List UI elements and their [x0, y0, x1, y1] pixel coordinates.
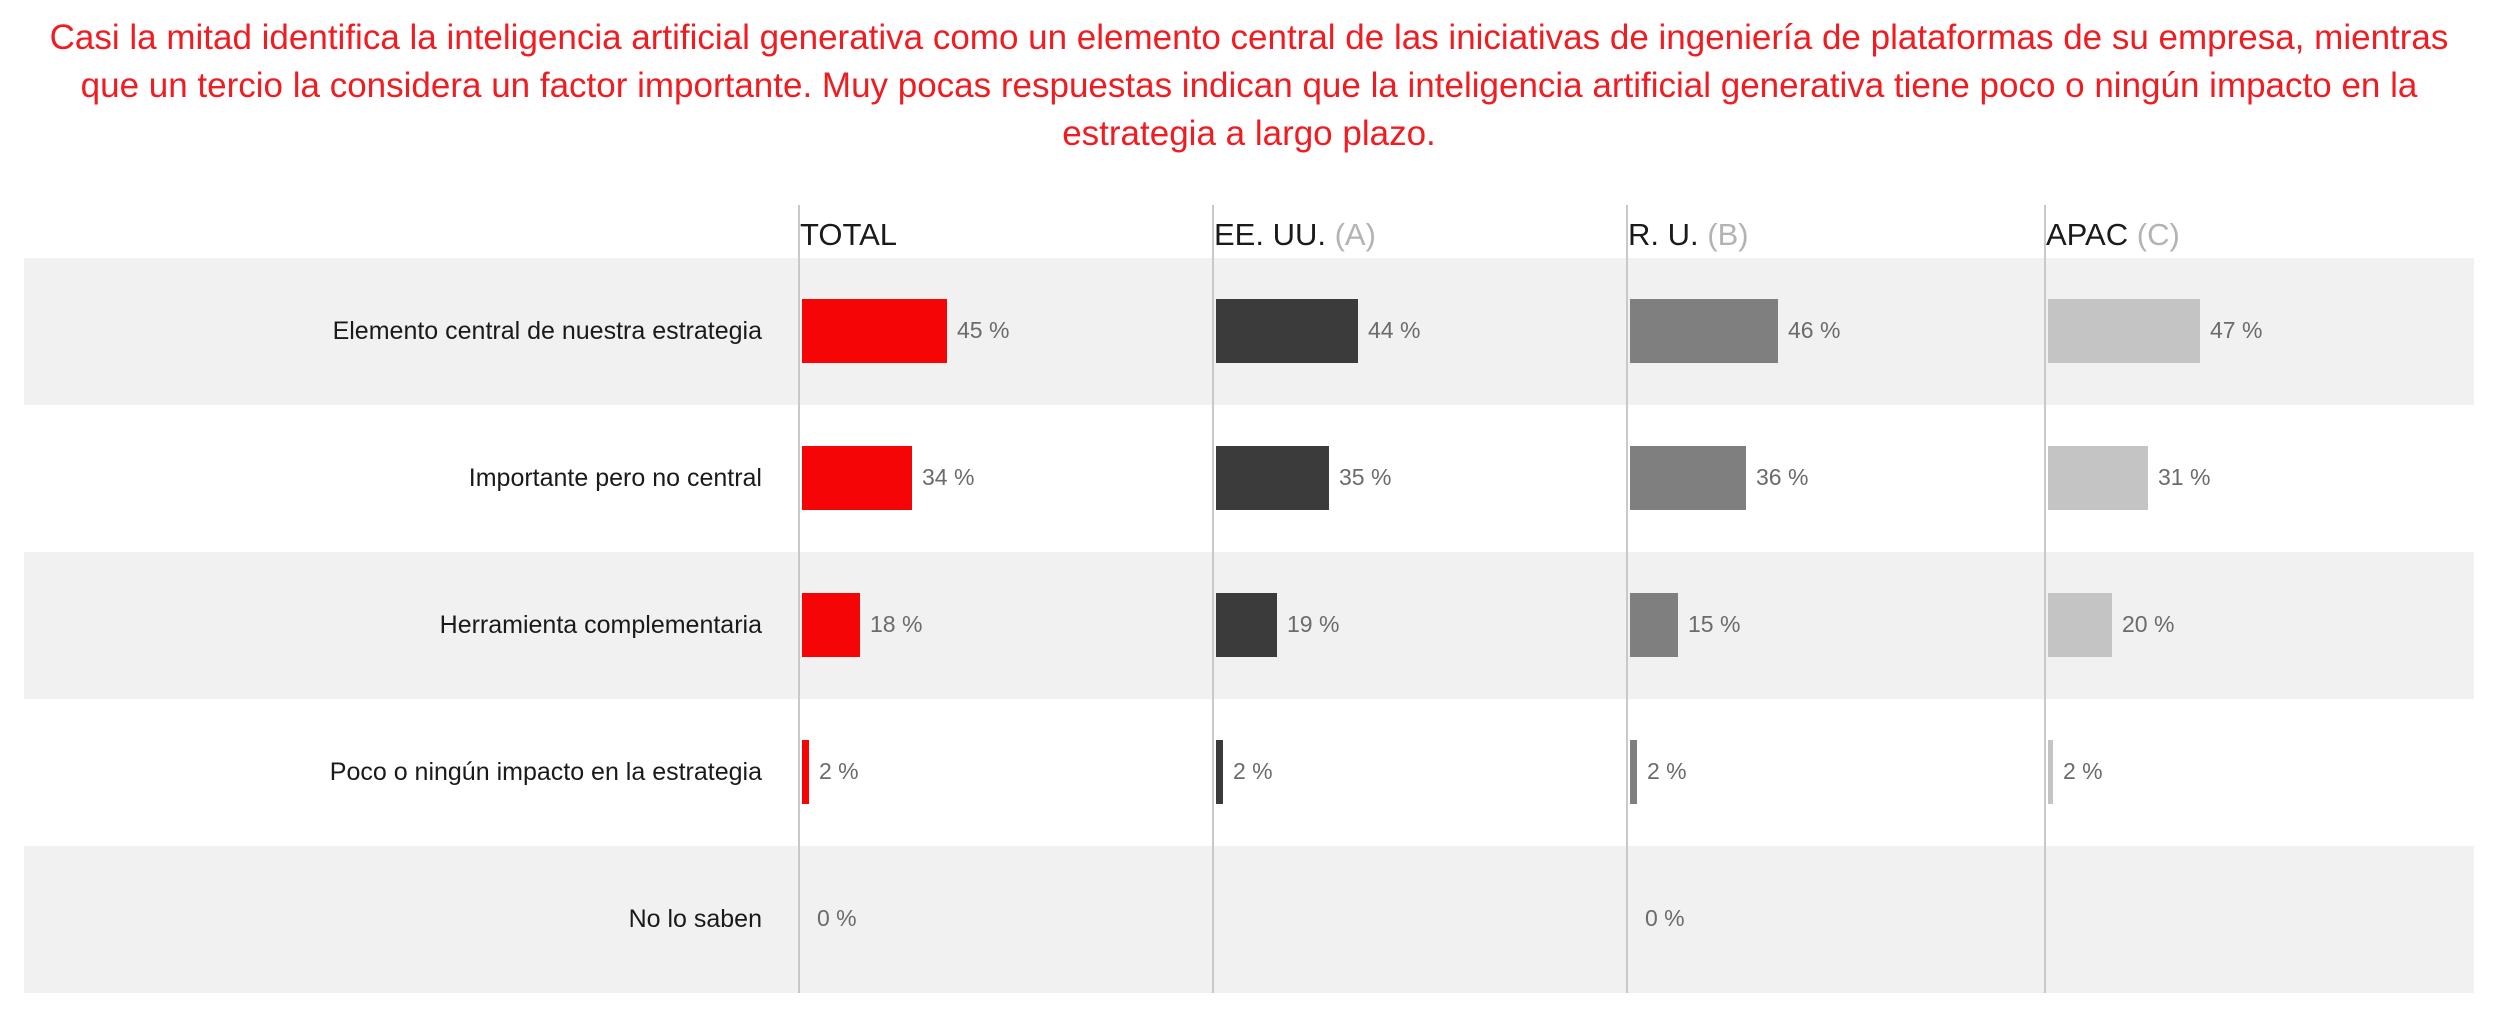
bar-us — [1216, 446, 1329, 510]
bar-value-us: 2 % — [1233, 758, 1273, 784]
column-header-uk-label: R. U. — [1628, 217, 1699, 252]
plot-bottom-rule — [24, 993, 2474, 995]
gridline-apac — [2044, 205, 2046, 993]
row-label: Importante pero no central — [468, 464, 762, 492]
bar-cell-total — [800, 846, 1214, 993]
bar-cell-us — [1214, 699, 1628, 846]
bar-total — [802, 740, 809, 804]
bar-cell-uk — [1628, 552, 2046, 699]
grouped-bar-chart — [24, 205, 2474, 1005]
bar-cell-apac — [2046, 699, 2474, 846]
bar-value-uk: 2 % — [1647, 758, 1687, 784]
column-header-us-suffix: (A) — [1334, 217, 1376, 252]
bar-cell-total — [800, 552, 1214, 699]
gridline-us — [1212, 205, 1214, 993]
column-header-apac — [2046, 217, 2180, 253]
bar-cell-us — [1214, 405, 1628, 552]
bar-uk — [1630, 593, 1678, 657]
bar-apac — [2048, 740, 2053, 804]
bar-apac — [2048, 446, 2148, 510]
bar-cell-us — [1214, 258, 1628, 405]
bar-cell-apac — [2046, 405, 2474, 552]
table-row — [24, 258, 2474, 405]
bar-cell-total — [800, 699, 1214, 846]
column-header-us — [1214, 217, 1376, 253]
bar-uk — [1630, 446, 1746, 510]
bar-value-uk: 15 % — [1688, 611, 1741, 637]
column-header-total-label: TOTAL — [800, 217, 898, 252]
page-title: Casi la mitad identifica la inteligencia artificial generativa como un elemento central de las iniciativas de ingeniería de plataformas de su empresa, mientras que un tercio la considera un factor importante. Muy pocas respuestas indican que la inteligencia artificial generativa tiene poco o ningún impacto en la estrategia a largo plazo. — [49, 18, 2449, 153]
bar-cell-uk — [1628, 699, 2046, 846]
bar-total — [802, 299, 947, 363]
column-header-uk — [1628, 217, 1749, 253]
bar-value-apac: 31 % — [2158, 464, 2211, 490]
bar-value-apac: 20 % — [2122, 611, 2175, 637]
bar-uk — [1630, 740, 1637, 804]
bar-value-uk: 46 % — [1788, 317, 1841, 343]
row-label: Elemento central de nuestra estrategia — [332, 317, 762, 345]
bar-cell-uk — [1628, 258, 2046, 405]
bar-us — [1216, 593, 1277, 657]
bar-us — [1216, 740, 1223, 804]
row-label: No lo saben — [628, 905, 762, 933]
bar-value-us: 44 % — [1368, 317, 1421, 343]
bar-value-uk: 36 % — [1756, 464, 1809, 490]
gridline-total — [798, 205, 800, 993]
table-row — [24, 552, 2474, 699]
column-header-apac-label: APAC — [2046, 217, 2129, 252]
column-header-total — [800, 217, 897, 253]
table-row — [24, 846, 2474, 993]
bar-value-us: 35 % — [1339, 464, 1392, 490]
bar-cell-total — [800, 405, 1214, 552]
bar-cell-uk — [1628, 846, 2046, 993]
chart-rows — [24, 258, 2474, 993]
bar-total — [802, 593, 860, 657]
bar-value-us: 19 % — [1287, 611, 1340, 637]
bar-uk — [1630, 299, 1778, 363]
bar-value-apac: 47 % — [2210, 317, 2263, 343]
row-label: Poco o ningún impacto en la estrategia — [329, 758, 762, 786]
bar-apac — [2048, 299, 2200, 363]
gridline-uk — [1626, 205, 1628, 993]
table-row — [24, 699, 2474, 846]
bar-total — [802, 446, 912, 510]
bar-value-total: 2 % — [819, 758, 859, 784]
column-headers — [24, 205, 2474, 258]
bar-cell-us — [1214, 552, 1628, 699]
bar-cell-uk — [1628, 405, 2046, 552]
table-row — [24, 405, 2474, 552]
bar-cell-total — [800, 258, 1214, 405]
bar-value-total: 0 % — [817, 905, 857, 931]
bar-apac — [2048, 593, 2112, 657]
bar-value-total: 18 % — [870, 611, 923, 637]
bar-cell-apac — [2046, 258, 2474, 405]
bar-value-apac: 2 % — [2063, 758, 2103, 784]
column-header-uk-suffix: (B) — [1707, 217, 1749, 252]
bar-us — [1216, 299, 1358, 363]
row-label: Herramienta complementaria — [439, 611, 762, 639]
bar-value-total: 45 % — [957, 317, 1010, 343]
bar-value-total: 34 % — [922, 464, 975, 490]
column-header-apac-suffix: (C) — [2136, 217, 2180, 252]
bar-value-uk: 0 % — [1645, 905, 1685, 931]
column-header-us-label: EE. UU. — [1214, 217, 1326, 252]
bar-cell-apac — [2046, 552, 2474, 699]
